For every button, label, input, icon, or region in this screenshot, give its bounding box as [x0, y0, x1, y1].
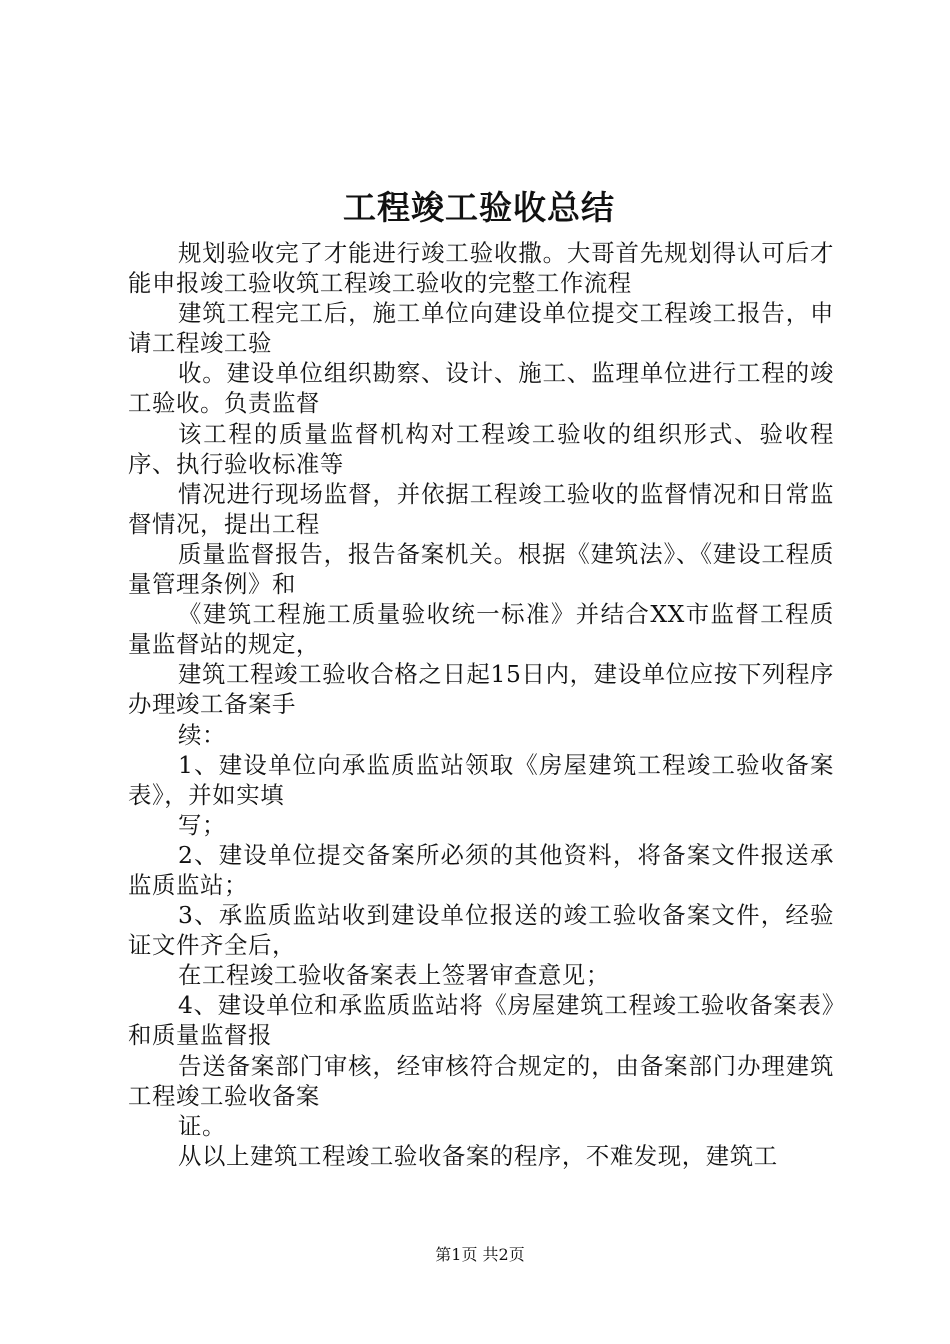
paragraph: 收。建设单位组织勘察、设计、施工、监理单位进行工程的竣工验收。负责监督	[128, 359, 834, 418]
paragraph: 情况进行现场监督，并依据工程竣工验收的监督情况和日常监督情况，提出工程	[128, 479, 834, 538]
paragraph: 告送备案部门审核，经审核符合规定的，由备案部门办理建筑工程竣工验收备案	[128, 1051, 834, 1110]
paragraph: 写；	[178, 810, 226, 839]
paragraph: 续：	[178, 720, 226, 749]
page-number-footer: 第1页 共2页	[435, 1245, 525, 1264]
paragraph: 该工程的质量监督机构对工程竣工验收的组织形式、验收程序、执行验收标准等	[128, 419, 834, 478]
paragraph: 《建筑工程施工质量验收统一标准》并结合XX市监督工程质量监督站的规定，	[128, 600, 834, 659]
paragraph: 规划验收完了才能进行竣工验收撒。大哥首先规划得认可后才能申报竣工验收筑工程竣工验收的完整工作流程	[128, 239, 834, 298]
document-title: 工程竣工验收总结	[343, 188, 615, 227]
paragraph: 在工程竣工验收备案表上签署审查意见；	[178, 961, 610, 990]
paragraph: 质量监督报告，报告备案机关。根据《建筑法》、《建设工程质量管理条例》和	[128, 539, 834, 599]
paragraph: 1、建设单位向承监质监站领取《房屋建筑工程竣工验收备案表》，并如实填	[128, 750, 834, 809]
paragraph: 建筑工程竣工验收合格之日起15日内，建设单位应按下列程序办理竣工备案手	[128, 660, 834, 719]
paragraph: 从以上建筑工程竣工验收备案的程序，不难发现，建筑工	[178, 1141, 778, 1170]
document-body	[128, 238, 834, 1171]
paragraph: 3、承监质监站收到建设单位报送的竣工验收备案文件，经验证文件齐全后，	[128, 901, 834, 960]
paragraph: 建筑工程完工后，施工单位向建设单位提交工程竣工报告，申请工程竣工验	[128, 299, 834, 358]
paragraph: 4、建设单位和承监质监站将《房屋建筑工程竣工验收备案表》和质量监督报	[128, 991, 834, 1050]
paragraph: 证。	[178, 1111, 226, 1140]
paragraph: 2、建设单位提交备案所必须的其他资料，将备案文件报送承监质监站；	[128, 840, 834, 899]
